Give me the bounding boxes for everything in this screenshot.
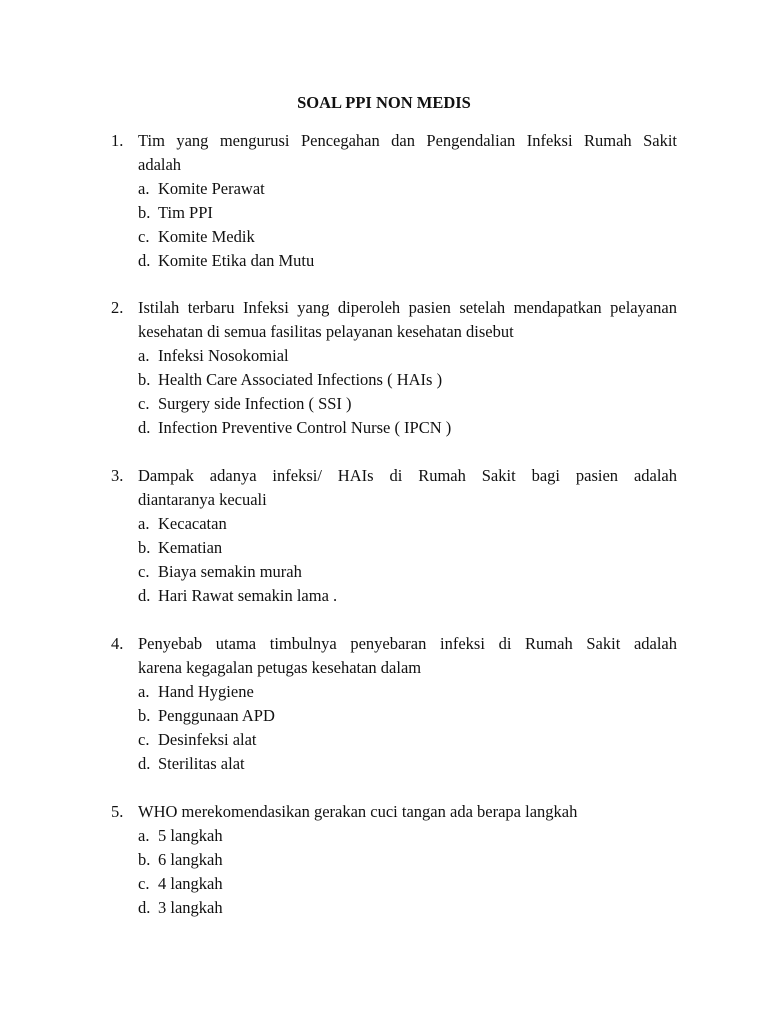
option-c: c. Surgery side Infection ( SSI ) [138,394,352,413]
question-3 [111,464,677,608]
option-c: c. Biaya semakin murah [138,562,302,581]
option-a: a. Infeksi Nosokomial [138,346,289,365]
question-5 [111,800,677,920]
question-number: 3. [111,466,124,485]
option-b: b. Kematian [138,538,223,557]
question-number: 2. [111,298,124,317]
option-a: a. Komite Perawat [138,179,265,198]
question-text: Istilah terbaru Infeksi yang diperoleh pasien setelah mendapatkan pelayanan kesehatan di semua fasilitas pelayanan kesehatan disebut [138,298,677,341]
option-d: d. Hari Rawat semakin lama . [138,586,338,605]
answer-options [138,680,677,776]
answer-options [138,512,677,608]
option-a: a. Kecacatan [138,514,227,533]
page-title: SOAL PPI NON MEDIS [297,93,471,112]
answer-options [138,824,677,920]
option-b: b. Health Care Associated Infections ( HAIs ) [138,370,443,389]
option-b: b. 6 langkah [138,850,223,869]
question-text: Penyebab utama timbulnya penyebaran infeksi di Rumah Sakit adalah karena kegagalan petugas kesehatan dalam [138,634,677,677]
option-d: d. Sterilitas alat [138,754,245,773]
option-a: a. 5 langkah [138,826,223,845]
question-4 [111,632,677,776]
option-c: c. Desinfeksi alat [138,730,257,749]
question-text: Dampak adanya infeksi/ HAIs di Rumah Sakit bagi pasien adalah diantaranya kecuali [138,466,677,509]
option-b: b. Tim PPI [138,203,213,222]
answer-options [138,344,677,440]
question-1 [111,129,677,273]
question-text: WHO merekomendasikan gerakan cuci tangan ada berapa langkah [138,802,578,821]
question-text: Tim yang mengurusi Pencegahan dan Pengendalian Infeksi Rumah Sakit adalah [138,131,677,174]
option-c: c. 4 langkah [138,874,223,893]
option-d: d. Infection Preventive Control Nurse ( IPCN ) [138,418,452,437]
answer-options [138,177,677,273]
option-a: a. Hand Hygiene [138,682,254,701]
option-b: b. Penggunaan APD [138,706,275,725]
question-number: 5. [111,802,124,821]
question-number: 1. [111,131,124,150]
question-2 [111,296,677,440]
option-c: c. Komite Medik [138,227,255,246]
option-d: d. 3 langkah [138,898,223,917]
question-number: 4. [111,634,124,653]
option-d: d. Komite Etika dan Mutu [138,251,315,270]
